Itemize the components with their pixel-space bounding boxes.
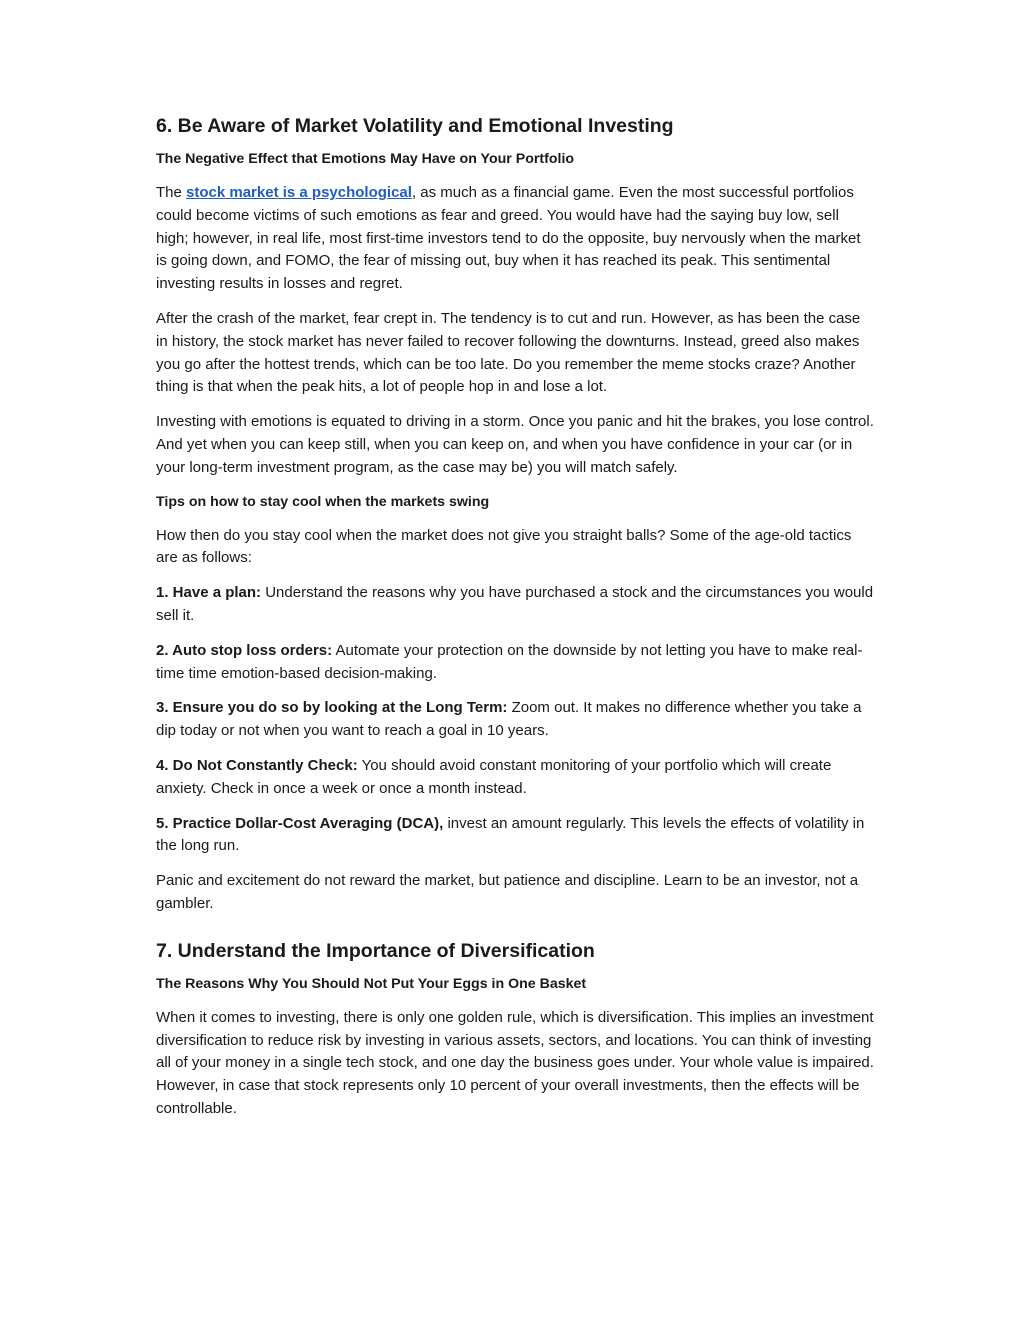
- tip-item: [156, 640, 874, 686]
- paragraph-text: The: [156, 184, 187, 201]
- tip-text: You should avoid constant monitoring of your portfolio which will create anxiety. Check in once a week or once a month instead.: [156, 756, 832, 797]
- tip-item: [156, 582, 874, 628]
- tip-item: [156, 813, 874, 859]
- stock-market-psychological-link[interactable]: stock market is a psychological: [186, 184, 412, 201]
- tip-label: 4. Do Not Constantly Check:: [156, 756, 358, 774]
- section-7-heading: 7. Understand the Importance of Diversification: [156, 939, 595, 962]
- section-6-closing: Panic and excitement do not reward the market, but patience and discipline. Learn to be an investor, not a gambler.: [156, 872, 859, 912]
- section-6-heading: 6. Be Aware of Market Volatility and Emotional Investing: [156, 115, 674, 137]
- tip-item: [156, 755, 874, 801]
- section-7-paragraph-1: When it comes to investing, there is only one golden rule, which is diversification. This implies an investment diversification to reduce risk by investing in various assets, sectors, and locations. You can think of investing all of your money in a single tech stock, and one day the business goes under. Your whole value is impaired. However, in case that stock represents only 10 percent of your overall investments, then the effects will be controllable.: [156, 1008, 874, 1117]
- tips-intro: How then do you stay cool when the market does not give you straight balls? Some of the age-old tactics are as follows:: [156, 526, 852, 567]
- paragraph-text: , as much as a financial game. Even the most successful portfolios could become victims of such emotions as fear and greed. You would have had the saying buy low, sell high; however, in real life, most first-time investors tend to do the opposite, buy nervously when the market is going down, and FOMO, the fear of missing out, buy when it has reached its peak. This sentimental investing results in losses and regret.: [156, 184, 861, 293]
- section-6-paragraph-1: [156, 182, 874, 296]
- section-7-subheading: The Reasons Why You Should Not Put Your Eggs in One Basket: [156, 975, 587, 992]
- tip-item: [156, 697, 874, 743]
- tip-text: invest an amount regularly. This levels the effects of volatility in the long run.: [156, 814, 865, 855]
- section-6-subheading: The Negative Effect that Emotions May Have on Your Portfolio: [156, 151, 575, 167]
- tip-label: 3. Ensure you do so by looking at the Long Term:: [156, 699, 508, 717]
- tip-label: 5. Practice Dollar-Cost Averaging (DCA),: [156, 814, 444, 832]
- tips-heading: Tips on how to stay cool when the markets swing: [156, 493, 490, 510]
- tip-text: Understand the reasons why you have purchased a stock and the circumstances you would sell it.: [156, 584, 874, 624]
- tip-label: 1. Have a plan:: [156, 584, 262, 602]
- tip-text: Automate your protection on the downside by not letting you have to make real-time time emotion-based decision-making.: [156, 641, 863, 682]
- tip-label: 2. Auto stop loss orders:: [156, 641, 333, 659]
- section-6-paragraph-2: After the crash of the market, fear crept in. The tendency is to cut and run. However, as has been the case in history, the stock market has never failed to recover following the downturns. Instead, greed also makes you go after the hottest trends, which can be too late. Do you remember the meme stocks craze? Another thing is that when the peak hits, a lot of people hop in and lose a lot.: [156, 309, 861, 396]
- section-6-paragraph-3: Investing with emotions is equated to driving in a storm. Once you panic and hit the brakes, you lose control. And yet when you can keep still, when you can keep on, and when you have confidence in your car (or in your long-term investment program, as the case may be) you will match safely.: [156, 413, 874, 476]
- tip-text: Zoom out. It makes no difference whether you take a dip today or not when you want to reach a goal in 10 years.: [156, 699, 862, 740]
